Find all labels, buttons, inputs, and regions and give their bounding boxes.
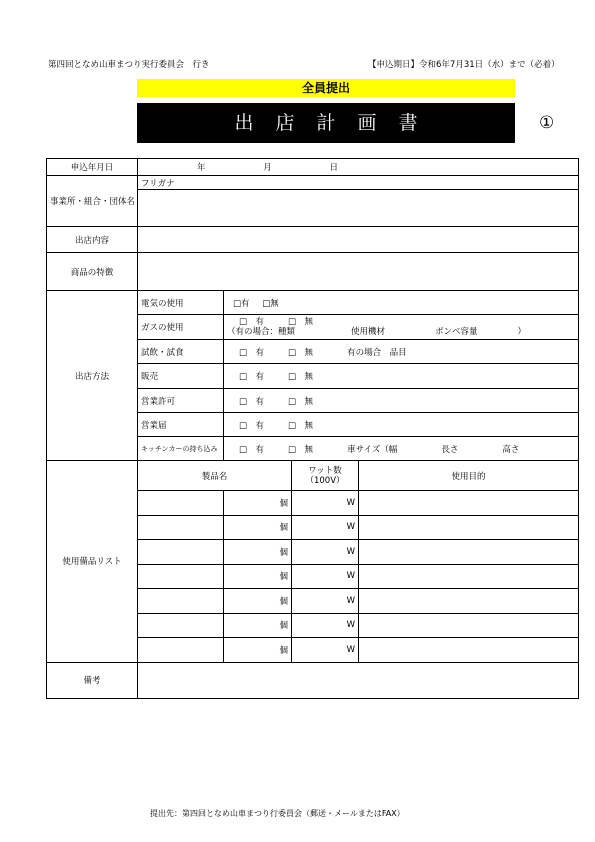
day-label: 日	[329, 163, 338, 173]
row-content	[47, 227, 579, 253]
addressee: 第四回となめ山車まつり実行委員会 行き	[48, 60, 210, 70]
product-name-cell[interactable]	[138, 491, 224, 516]
electric-label: 電気の使用	[138, 291, 224, 315]
watt-cell[interactable]: W	[292, 589, 359, 614]
tasting-no-checkbox[interactable]: □ 無	[288, 347, 314, 358]
equip-label: 使用備品リスト	[47, 461, 138, 663]
gas-close-paren: ）	[517, 327, 527, 337]
quantity-cell[interactable]: 個	[224, 540, 292, 565]
watt-cell[interactable]: W	[292, 564, 359, 589]
all-submit-banner: 全員提出	[137, 79, 515, 97]
tasting-yes-checkbox[interactable]: □ 有	[239, 347, 265, 358]
org-name-field[interactable]	[138, 190, 579, 227]
remarks-label: 備考	[47, 662, 138, 698]
row-features	[47, 253, 579, 291]
product-col-header: 製品名	[138, 461, 292, 491]
purpose-cell[interactable]	[359, 613, 579, 638]
notice-no-checkbox[interactable]: □ 無	[288, 420, 314, 431]
watt-cell[interactable]: W	[292, 613, 359, 638]
row-remarks	[47, 662, 579, 698]
kitchen-car-label: キッチンカーの持ち込み	[138, 437, 224, 461]
purpose-cell[interactable]	[359, 638, 579, 663]
form-title: 出店計画書	[137, 103, 515, 143]
tasting-label: 試飲・試食	[138, 340, 224, 364]
purpose-cell[interactable]	[359, 540, 579, 565]
product-name-cell[interactable]	[138, 638, 224, 663]
product-name-cell[interactable]	[138, 515, 224, 540]
product-name-cell[interactable]	[138, 613, 224, 638]
quantity-cell[interactable]: 個	[224, 613, 292, 638]
gas-yes-checkbox[interactable]: □ 有	[239, 317, 265, 327]
quantity-cell[interactable]: 個	[224, 589, 292, 614]
gas-type-label: （有の場合：種類	[227, 327, 296, 337]
date-field[interactable]	[138, 159, 579, 176]
product-name-cell[interactable]	[138, 589, 224, 614]
quantity-cell[interactable]: 個	[224, 515, 292, 540]
content-label: 出店内容	[47, 227, 138, 253]
watt-cell[interactable]: W	[292, 540, 359, 565]
date-label: 申込年月日	[47, 159, 138, 176]
car-height-label: 高さ	[502, 444, 520, 455]
quantity-cell[interactable]: 個	[224, 564, 292, 589]
purpose-cell[interactable]	[359, 564, 579, 589]
kitchen-yes-checkbox[interactable]: □ 有	[239, 444, 265, 455]
electric-options	[224, 291, 579, 315]
row-furigana	[47, 176, 579, 190]
year-label: 年	[197, 163, 206, 173]
content-field[interactable]	[138, 227, 579, 253]
furigana-label: フリガナ	[141, 179, 175, 189]
gas-tank-label: ボンベ容量	[435, 327, 478, 337]
sales-yes-checkbox[interactable]: □ 有	[239, 372, 265, 382]
purpose-col-header: 使用目的	[359, 461, 579, 491]
sales-label: 販売	[138, 364, 224, 389]
electric-yes-checkbox[interactable]: □有	[233, 298, 250, 309]
product-name-cell[interactable]	[138, 540, 224, 565]
purpose-cell[interactable]	[359, 515, 579, 540]
watt-cell[interactable]: W	[292, 491, 359, 516]
month-label: 月	[263, 163, 272, 173]
gas-no-checkbox[interactable]: □ 無	[288, 317, 314, 327]
tasting-item-label: 有の場合 品目	[347, 347, 407, 358]
electric-no-checkbox[interactable]: □無	[262, 298, 279, 309]
quantity-cell[interactable]: 個	[224, 491, 292, 516]
row-date	[47, 159, 579, 176]
application-form-table	[46, 158, 579, 699]
row-electric	[47, 291, 579, 315]
product-name-cell[interactable]	[138, 564, 224, 589]
watt-col-header: ワット数 （100V）	[292, 461, 359, 491]
gas-label: ガスの使用	[138, 315, 224, 340]
watt-cell[interactable]: W	[292, 638, 359, 663]
gas-options	[224, 315, 579, 340]
notice-label: 営業届	[138, 413, 224, 437]
purpose-cell[interactable]	[359, 589, 579, 614]
submit-to: 提出先：第四回となめ山車まつり行委員会（郵送・メールまたはFAX）	[150, 809, 405, 818]
org-label: 事業所・組合・団体名	[47, 176, 138, 227]
features-field[interactable]	[138, 253, 579, 291]
sales-no-checkbox[interactable]: □ 無	[288, 372, 314, 382]
kitchen-no-checkbox[interactable]: □ 無	[288, 444, 314, 455]
permit-label: 営業許可	[138, 389, 224, 413]
permit-no-checkbox[interactable]: □ 無	[288, 396, 314, 407]
furigana-field[interactable]	[138, 176, 579, 190]
purpose-cell[interactable]	[359, 491, 579, 516]
permit-yes-checkbox[interactable]: □ 有	[239, 396, 265, 407]
method-label: 出店方法	[47, 291, 138, 461]
gas-equip-label: 使用機材	[351, 327, 386, 337]
notice-yes-checkbox[interactable]: □ 有	[239, 420, 265, 431]
quantity-cell[interactable]: 個	[224, 638, 292, 663]
features-label: 商品の特徴	[47, 253, 138, 291]
car-size-label: 車サイズ（幅	[347, 444, 398, 455]
car-length-label: 長さ	[441, 444, 459, 455]
deadline: 【申込期日】令和6年7月31日（水）まで（必着）	[368, 60, 560, 70]
watt-cell[interactable]: W	[292, 515, 359, 540]
page-number-mark: ①	[539, 113, 555, 133]
row-equip-header	[47, 461, 579, 491]
remarks-field[interactable]	[138, 662, 579, 698]
